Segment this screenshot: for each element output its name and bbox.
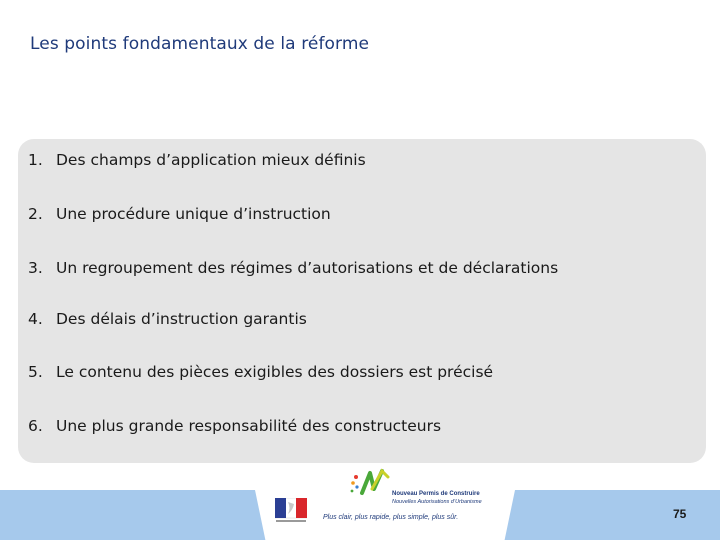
list-item (28, 363, 493, 381)
list-item (28, 417, 441, 435)
item-number: 1. (28, 151, 43, 169)
item-number: 2. (28, 205, 43, 223)
item-number: 4. (28, 310, 43, 328)
item-number: 5. (28, 363, 43, 381)
list-item (28, 259, 558, 277)
item-text: Le contenu des pièces exigibles des dossiers est précisé (56, 363, 494, 381)
item-text: Des délais d’instruction garantis (56, 310, 307, 328)
item-number: 3. (28, 259, 43, 277)
footer-tagline: Plus clair, plus rapide, plus simple, plus sûr. (323, 514, 459, 521)
points-panel (18, 139, 706, 463)
item-number: 6. (28, 417, 43, 435)
list-item (28, 310, 307, 328)
item-text: Des champs d’application mieux définis (56, 151, 366, 169)
list-item (28, 151, 366, 169)
republic-flag-logo (275, 498, 307, 524)
item-text: Un regroupement des régimes d’autorisations et de déclarations (56, 259, 559, 277)
item-text: Une procédure unique d’instruction (56, 205, 331, 223)
slide-title: Les points fondamentaux de la réforme (30, 34, 370, 54)
page-number: 75 (673, 507, 687, 521)
item-text: Une plus grande responsabilité des constructeurs (56, 417, 442, 435)
list-item (28, 205, 331, 223)
logo-title: Nouveau Permis de Construire (392, 491, 480, 497)
permis-de-construire-logo (348, 467, 398, 501)
logo-subtitle: Nouvelles Autorisations d’Urbanisme (392, 499, 482, 505)
